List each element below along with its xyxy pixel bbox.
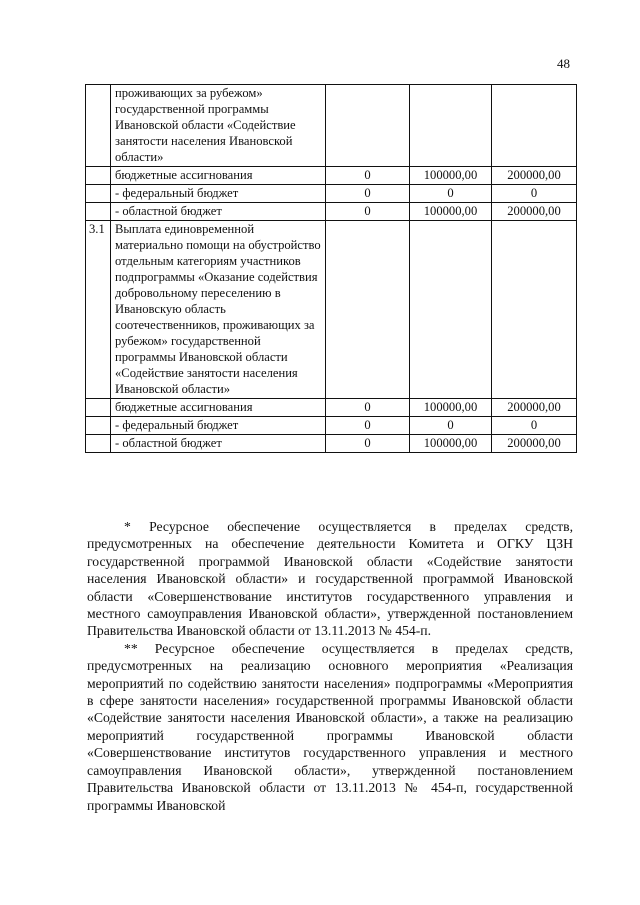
table-row <box>86 399 577 417</box>
table-row <box>86 85 577 167</box>
row-index-cell <box>86 203 111 221</box>
row-value-cell: 0 <box>492 185 577 203</box>
row-value-cell: 200000,00 <box>492 203 577 221</box>
row-index-cell: 3.1 <box>86 221 111 399</box>
row-value-cell <box>492 221 577 399</box>
budget-table-body <box>86 85 577 453</box>
row-value-cell <box>326 221 410 399</box>
row-value-cell: 0 <box>326 399 410 417</box>
row-value-cell: 100000,00 <box>410 435 492 453</box>
row-value-cell: 0 <box>326 435 410 453</box>
budget-table <box>85 84 577 453</box>
row-value-cell: 200000,00 <box>492 167 577 185</box>
row-description-cell: бюджетные ассигнования <box>111 399 326 417</box>
row-value-cell: 200000,00 <box>492 399 577 417</box>
row-index-cell <box>86 435 111 453</box>
table-row <box>86 435 577 453</box>
footnote-single-asterisk: * Ресурсное обеспечение осуществляется в пределах средств, предусмотренных на обеспечение деятельности Комитета и ОГКУ ЦЗН государственной программой Ивановской области «Содействие занятости населения Ивановской области» и государственной программой Ивановской области «Совершенствование институтов государственного управления и местного самоуправления Ивановской области», утвержденной постановлением Правительства Ивановской области от 13.11.2013 № 454-п. <box>87 519 573 639</box>
row-description-cell: бюджетные ассигнования <box>111 167 326 185</box>
footnotes <box>87 518 573 814</box>
row-value-cell <box>410 221 492 399</box>
row-value-cell: 0 <box>326 185 410 203</box>
row-description-cell: - федеральный бюджет <box>111 185 326 203</box>
row-value-cell: 0 <box>326 203 410 221</box>
page-number: 48 <box>557 56 570 71</box>
row-value-cell <box>492 85 577 167</box>
table-row <box>86 203 577 221</box>
table-row <box>86 417 577 435</box>
row-value-cell: 0 <box>410 417 492 435</box>
row-index-cell <box>86 167 111 185</box>
row-description-cell: - областной бюджет <box>111 203 326 221</box>
row-value-cell <box>326 85 410 167</box>
row-value-cell <box>410 85 492 167</box>
table-row <box>86 221 577 399</box>
row-index-cell <box>86 85 111 167</box>
row-value-cell: 0 <box>326 167 410 185</box>
row-value-cell: 100000,00 <box>410 203 492 221</box>
row-index-cell <box>86 417 111 435</box>
row-value-cell: 100000,00 <box>410 167 492 185</box>
row-description-cell: проживающих за рубежом» государственной программы Ивановской области «Содействие занятости населения Ивановской области» <box>111 85 326 167</box>
row-description-cell: Выплата единовременной материально помощи на обустройство отдельным категориям участников подпрограммы «Оказание содействия добровольному переселению в Ивановскую область соотечественников, проживающих за рубежом» государственной программы Ивановской области «Содействие занятости населения Ивановской области» <box>111 221 326 399</box>
row-value-cell: 0 <box>326 417 410 435</box>
row-index-cell <box>86 399 111 417</box>
table-row <box>86 167 577 185</box>
row-value-cell: 0 <box>410 185 492 203</box>
row-index-cell <box>86 185 111 203</box>
row-value-cell: 100000,00 <box>410 399 492 417</box>
row-value-cell: 0 <box>492 417 577 435</box>
footnote-double-asterisk: ** Ресурсное обеспечение осуществляется в пределах средств, предусмотренных на реализацию основного мероприятия «Реализация мероприятий по содействию занятости населения» подпрограммы «Мероприятия в сфере занятости населения» государственной программы Ивановской области «Содействие занятости населения Ивановской области», а также на реализацию мероприятий государственной программы Ивановской области «Совершенствование институтов государственного управления и местного самоуправления Ивановской области», утвержденной постановлением Правительства Ивановской области от 13.11.2013 № 454-п, государственной программы Ивановской <box>87 640 573 813</box>
row-description-cell: - областной бюджет <box>111 435 326 453</box>
row-description-cell: - федеральный бюджет <box>111 417 326 435</box>
table-row <box>86 185 577 203</box>
row-value-cell: 200000,00 <box>492 435 577 453</box>
